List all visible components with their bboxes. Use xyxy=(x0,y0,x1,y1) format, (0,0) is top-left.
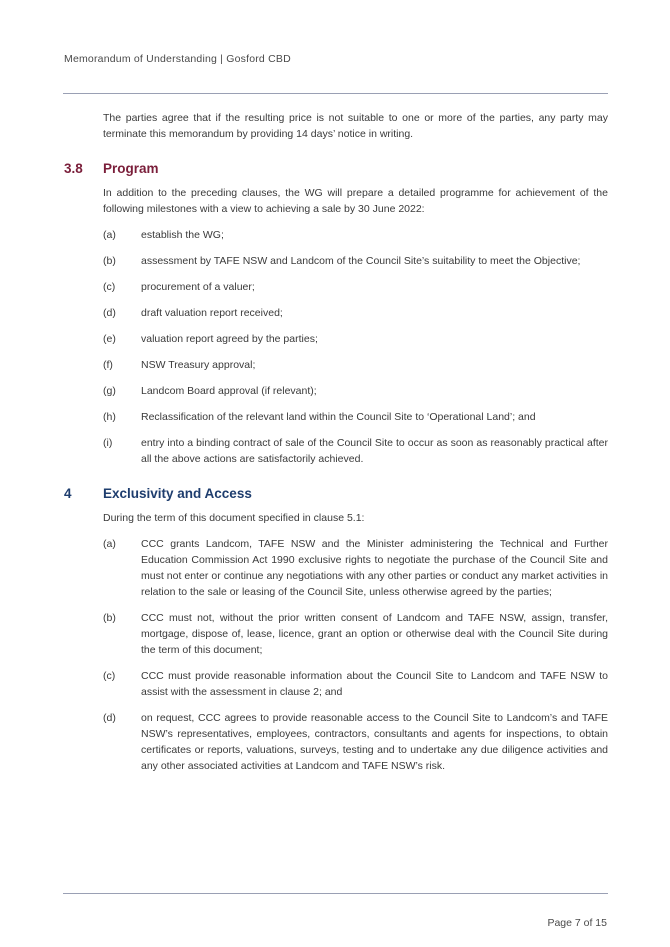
section-heading-3-8 xyxy=(64,160,608,178)
list-item-label: (e) xyxy=(103,333,116,345)
section-title: Program xyxy=(103,161,159,176)
list-item-label: (i) xyxy=(103,437,113,449)
list-item-label: (g) xyxy=(103,385,116,397)
footer-divider xyxy=(63,893,608,894)
list-item-text: draft valuation report received; xyxy=(141,307,283,319)
list-item xyxy=(103,253,608,269)
list-item-label: (b) xyxy=(103,255,116,267)
section-number: 3.8 xyxy=(64,161,83,176)
list-item-text: procurement of a valuer; xyxy=(141,281,255,293)
list-item-text: establish the WG; xyxy=(141,229,224,241)
section-intro: During the term of this document specified in clause 5.1: xyxy=(103,512,365,524)
list-item-text: valuation report agreed by the parties; xyxy=(141,333,318,345)
list-item-text: entry into a binding contract of sale of the Council Site to occur as soon as reasonably practical after all the above actions are satisfactorily achieved. xyxy=(141,437,608,465)
list-item-text: CCC grants Landcom, TAFE NSW and the Minister administering the Technical and Further Education Commission Act 1990 exclusive rights to negotiate the purchase of the Council Site and must not enter or continue any negotiations with any other parties or conduct any market activities in relation to the sale or leasing of the Council Site, unless otherwise agreed by the parties; xyxy=(141,538,608,598)
section-title: Exclusivity and Access xyxy=(103,486,252,501)
document-body xyxy=(64,110,608,784)
intro-paragraph: The parties agree that if the resulting price is not suitable to one or more of the parties, any party may terminate this memorandum by providing 14 days’ notice in writing. xyxy=(103,112,608,140)
list-item-text: Reclassification of the relevant land within the Council Site to ‘Operational Land’; and xyxy=(141,411,536,423)
list-item xyxy=(103,357,608,373)
list-item xyxy=(103,668,608,700)
list-item xyxy=(103,279,608,295)
list-item xyxy=(103,536,608,600)
list-item-text: CCC must not, without the prior written consent of Landcom and TAFE NSW, assign, transfer, mortgage, dispose of, lease, licence, grant an option or otherwise deal with the Council Site during the term of this document; xyxy=(141,612,608,656)
list-item xyxy=(103,610,608,658)
list-item xyxy=(103,383,608,399)
list-item-label: (f) xyxy=(103,359,113,371)
list-item xyxy=(103,227,608,243)
page-header-title: Memorandum of Understanding | Gosford CBD xyxy=(64,53,291,65)
section-heading-4 xyxy=(64,485,608,503)
list-item-label: (d) xyxy=(103,712,116,724)
list-item-text: NSW Treasury approval; xyxy=(141,359,256,371)
list-item-label: (a) xyxy=(103,538,116,550)
list-item-text: on request, CCC agrees to provide reasonable access to the Council Site to Landcom’s and TAFE NSW’s representatives, employees, contractors, consultants and agents for inspections, to obtain certificates or reports, valuations, surveys, testing and to undertake any due diligence activities and any other associated activities at Landcom and TAFE NSW’s risk. xyxy=(141,712,608,772)
list-item-label: (c) xyxy=(103,281,116,293)
list-item-label: (a) xyxy=(103,229,116,241)
list-item-label: (b) xyxy=(103,612,116,624)
list-item-text: assessment by TAFE NSW and Landcom of the Council Site’s suitability to meet the Objective; xyxy=(141,255,581,267)
list-item xyxy=(103,409,608,425)
header-divider xyxy=(63,93,608,94)
list-item-label: (c) xyxy=(103,670,116,682)
list-item xyxy=(103,710,608,774)
list-item xyxy=(103,435,608,467)
list-item-text: CCC must provide reasonable information about the Council Site to Landcom and TAFE NSW to assist with the assessment in clause 2; and xyxy=(141,670,608,698)
list-item-text: Landcom Board approval (if relevant); xyxy=(141,385,317,397)
section-number: 4 xyxy=(64,486,72,501)
list-item xyxy=(103,331,608,347)
section-intro: In addition to the preceding clauses, the WG will prepare a detailed programme for achievement of the following milestones with a view to achieving a sale by 30 June 2022: xyxy=(103,187,608,215)
page-number: Page 7 of 15 xyxy=(547,917,607,929)
list-item xyxy=(103,305,608,321)
exclusivity-list xyxy=(64,536,608,774)
list-item-label: (d) xyxy=(103,307,116,319)
milestone-list xyxy=(64,227,608,467)
list-item-label: (h) xyxy=(103,411,116,423)
